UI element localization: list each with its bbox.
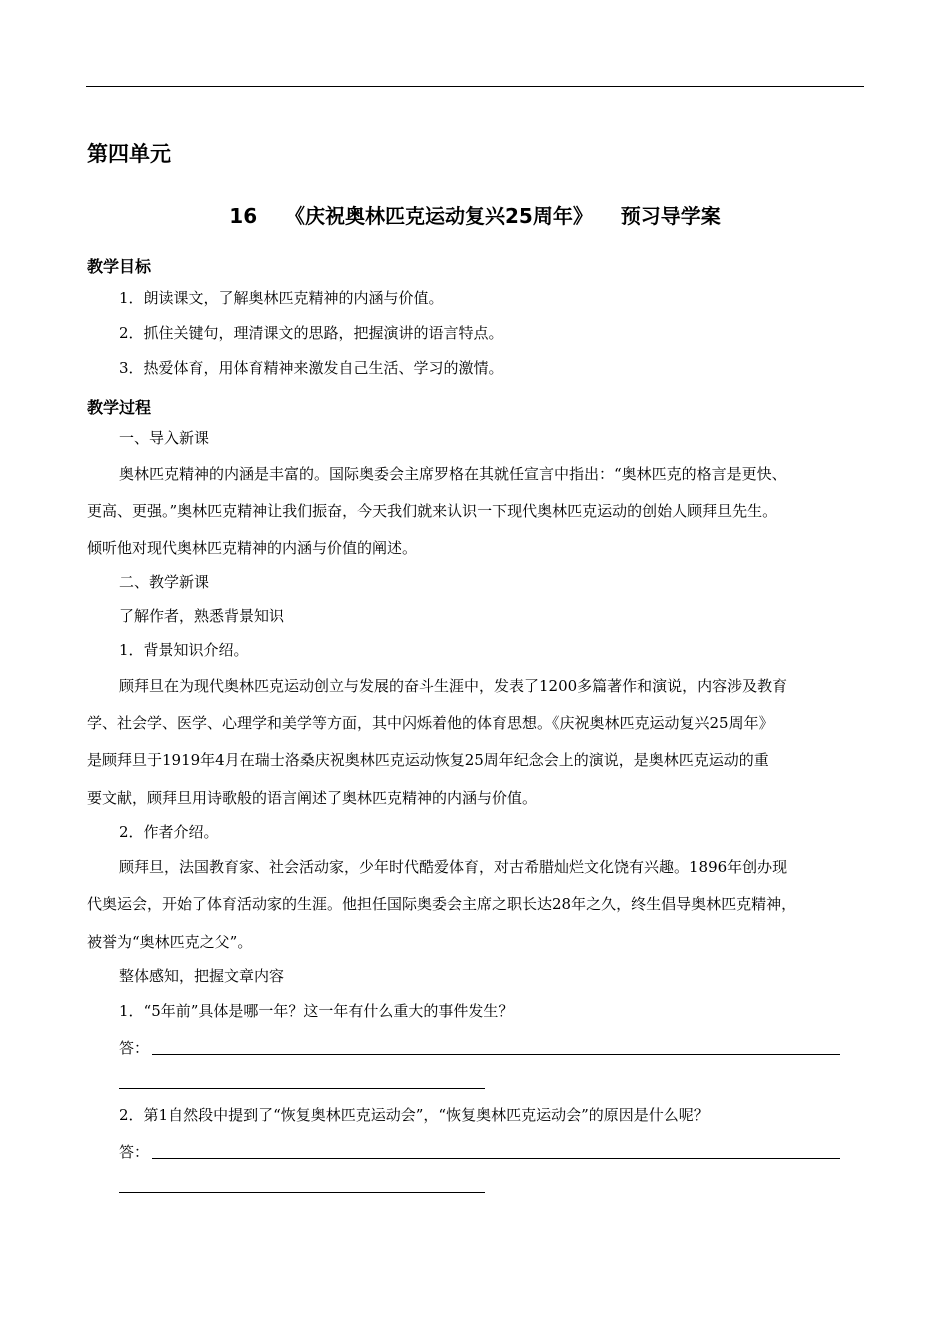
header-rule: [86, 86, 864, 87]
intro-heading: 一、导入新课: [119, 429, 210, 447]
answer-line[interactable]: [152, 1158, 840, 1159]
answer-line[interactable]: [119, 1088, 485, 1089]
overall-heading: 整体感知，把握文章内容: [119, 967, 285, 985]
new-lesson-heading: 二、教学新课: [119, 573, 210, 591]
answer-label: 答：: [119, 1039, 150, 1057]
author-intro-heading: 2．作者介绍。: [119, 823, 219, 841]
unit-title: 第四单元: [87, 142, 171, 166]
question-text: 2．第1自然段中提到了“恢复奥林匹克运动会”，“恢复奥林匹克运动会”的原因是什么呢？: [119, 1106, 709, 1124]
author-paragraph-line: 被誉为“奥林匹克之父”。: [87, 933, 253, 951]
author-paragraph-line: 代奥运会，开始了体育活动家的生涯。他担任国际奥委会主席之职长达28年之久，终生倡导奥林匹克精神，: [87, 895, 797, 913]
intro-paragraph-line: 更高、更强。”奥林匹克精神让我们振奋，今天我们就来认识一下现代奥林匹克运动的创始人顾拜旦先生。: [87, 502, 778, 520]
lesson-suffix: 预习导学案: [620, 204, 721, 228]
answer-line[interactable]: [152, 1054, 840, 1055]
background-heading: 1．背景知识介绍。: [119, 641, 249, 659]
process-heading: 教学过程: [87, 398, 152, 417]
question-text: 1．“5年前”具体是哪一年？这一年有什么重大的事件发生？: [119, 1002, 514, 1020]
background-paragraph-line: 是顾拜旦于1919年4月在瑞士洛桑庆祝奥林匹克运动恢复25周年纪念会上的演说，是奥林匹克运动的重: [87, 751, 769, 769]
background-paragraph-line: 要文献，顾拜旦用诗歌般的语言阐述了奥林匹克精神的内涵与价值。: [87, 789, 538, 807]
lesson-name: 《庆祝奥林匹克运动复兴25周年》: [285, 204, 593, 228]
intro-paragraph-line: 奥林匹克精神的内涵是丰富的。国际奥委会主席罗格在其就任宣言中指出：“奥林匹克的格言是更快、: [119, 465, 787, 483]
goal-item: 3．热爱体育，用体育精神来激发自己生活、学习的激情。: [119, 359, 504, 377]
background-paragraph-line: 顾拜旦在为现代奥林匹克运动创立与发展的奋斗生涯中，发表了1200多篇著作和演说，内容涉及教育: [119, 677, 788, 695]
goal-item: 1．朗读课文，了解奥林匹克精神的内涵与价值。: [119, 289, 444, 307]
author-paragraph-line: 顾拜旦，法国教育家、社会活动家，少年时代酷爱体育，对古希腊灿烂文化饶有兴趣。1896年创办现: [119, 858, 788, 876]
lesson-title: [0, 200, 950, 229]
intro-paragraph-line: 倾听他对现代奥林匹克精神的内涵与价值的阐述。: [87, 539, 418, 557]
author-section-heading: 了解作者，熟悉背景知识: [119, 607, 285, 625]
goals-heading: 教学目标: [87, 257, 152, 276]
goal-item: 2．抓住关键句，理清课文的思路，把握演讲的语言特点。: [119, 324, 504, 342]
background-paragraph-line: 学、社会学、医学、心理学和美学等方面，其中闪烁着他的体育思想。《庆祝奥林匹克运动复兴25周年》: [87, 714, 774, 732]
answer-label: 答：: [119, 1143, 150, 1161]
answer-line[interactable]: [119, 1192, 485, 1193]
lesson-number: 16: [229, 204, 258, 228]
